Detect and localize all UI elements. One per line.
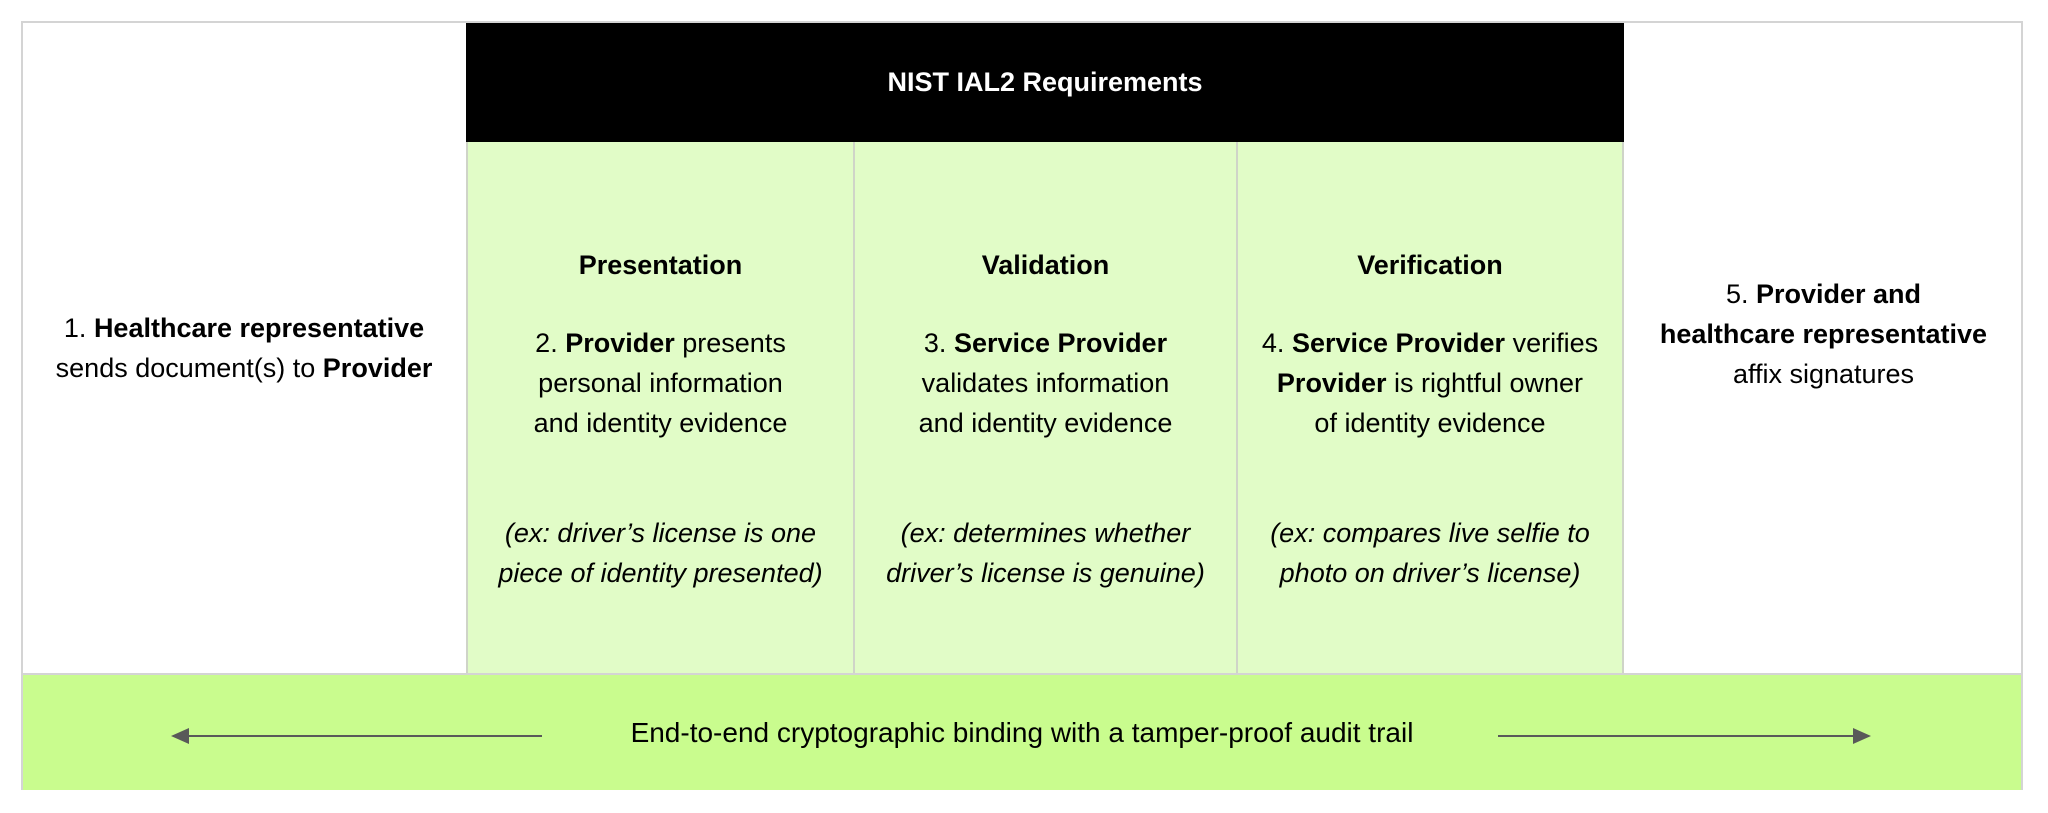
step-5-line-1: 5. Provider and xyxy=(1725,279,1922,309)
column-title: Presentation xyxy=(578,250,743,280)
column-description: 2. Provider presents personal information and identity evidence xyxy=(533,328,788,438)
validation-column xyxy=(853,142,1236,673)
verification-column xyxy=(1236,142,1624,673)
audit-trail-text: End-to-end cryptographic binding with a tamper-proof audit trail xyxy=(630,716,1414,748)
column-description: 3. Service Provider validates information and identity evidence xyxy=(918,328,1173,438)
step-5-cell xyxy=(1624,23,2023,673)
step-1-line-2: sends document(s) to Provider xyxy=(55,353,433,383)
presentation-column xyxy=(466,142,853,673)
column-title: Verification xyxy=(1357,250,1503,280)
step-5-line-3: affix signatures xyxy=(1732,359,1915,389)
column-example: (ex: determines whether driver’s license is genuine) xyxy=(886,518,1205,588)
column-example: (ex: compares live selfie to photo on driver’s license) xyxy=(1270,518,1590,588)
audit-trail-band xyxy=(23,673,2021,790)
diagram-frame xyxy=(21,21,2023,790)
column-description: 4. Service Provider verifies Provider is rightful owner of identity evidence xyxy=(1261,328,1599,438)
column-example: (ex: driver’s license is one piece of identity presented) xyxy=(498,518,823,588)
nist-header: NIST IAL2 Requirements xyxy=(466,23,1624,142)
step-1-cell xyxy=(23,23,465,673)
column-title: Validation xyxy=(981,250,1110,280)
step-1-line-1: 1. Healthcare representative xyxy=(63,313,425,343)
arrow-right-icon xyxy=(1498,735,1869,737)
step-5-line-2: healthcare representative xyxy=(1659,319,1988,349)
